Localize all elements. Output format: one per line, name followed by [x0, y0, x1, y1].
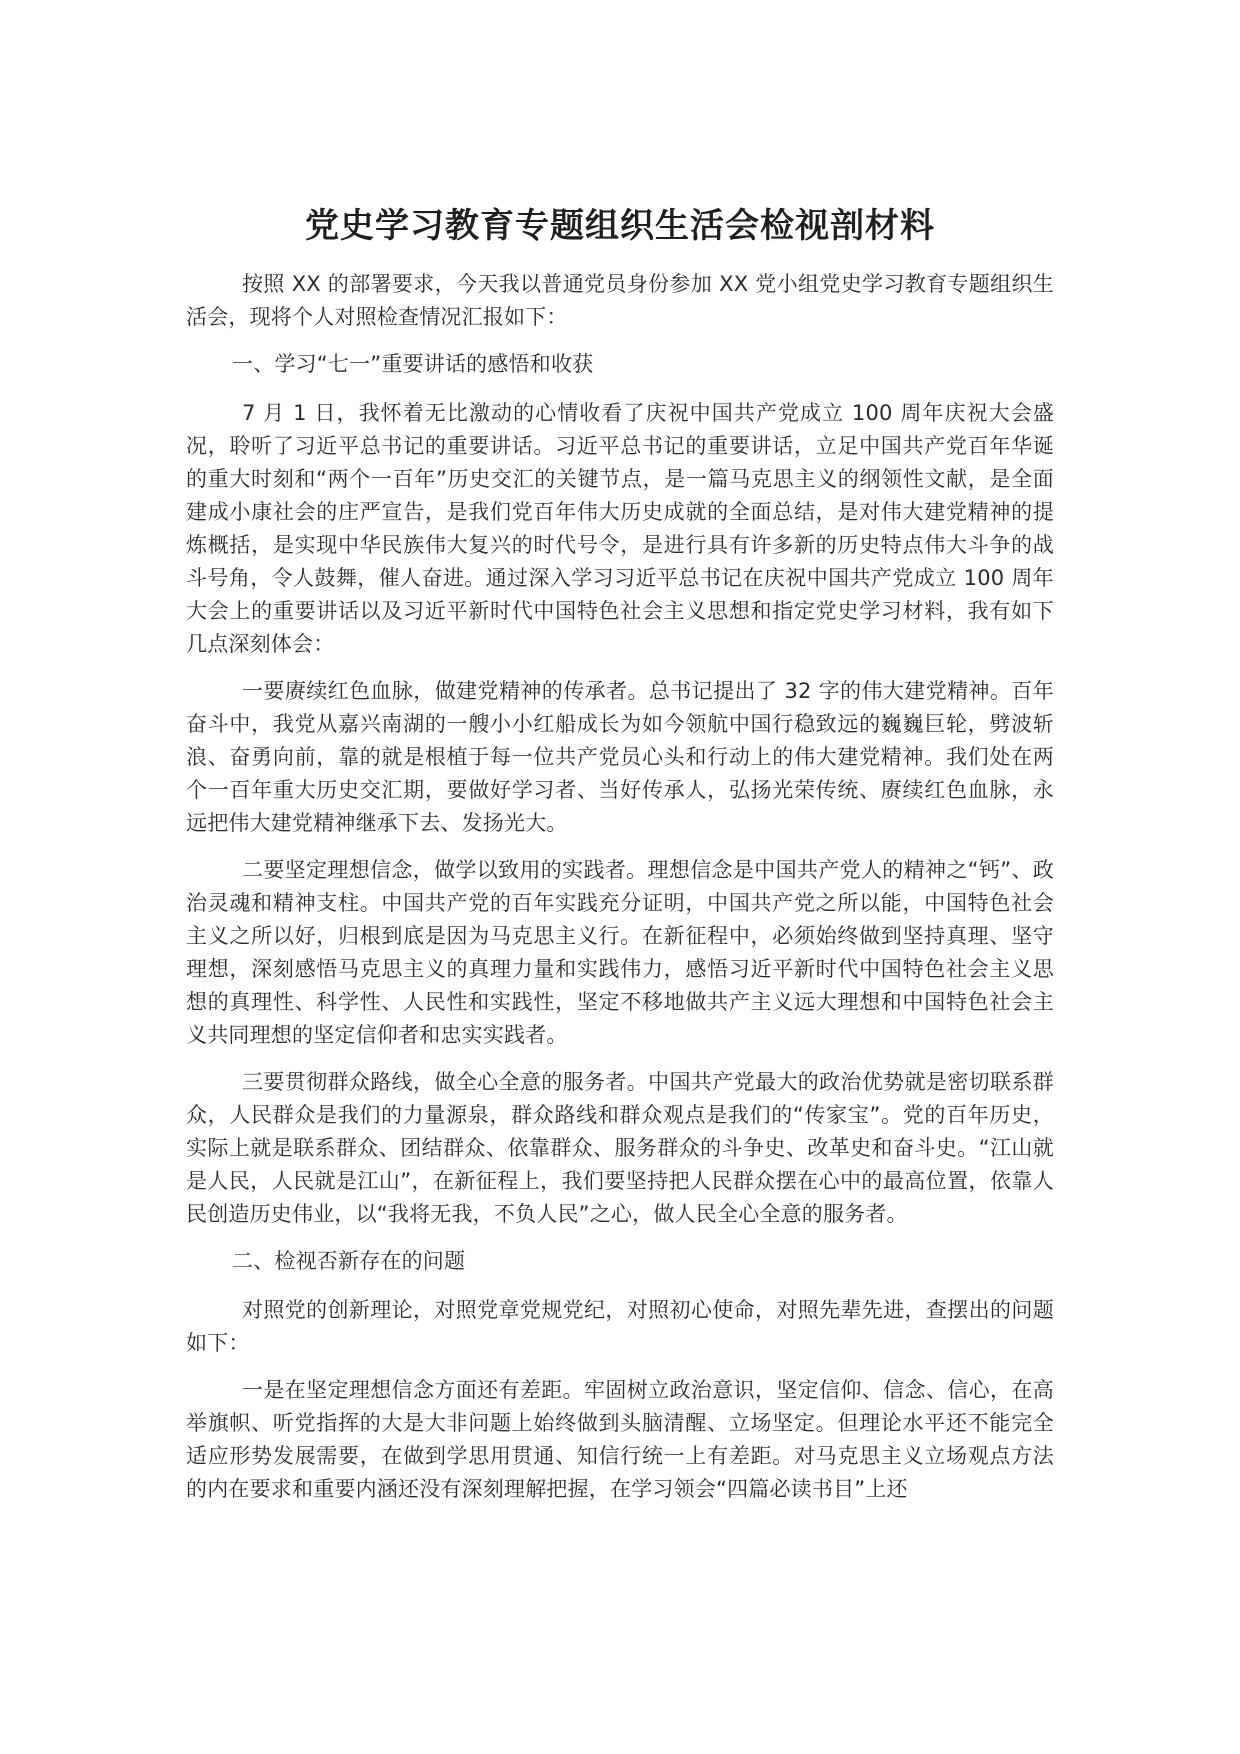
body-paragraph: 一要赓续红色血脉，做建党精神的传承者。总书记提出了 32 字的伟大建党精神。百年奋斗中，我党从嘉兴南湖的一艘小小红船成长为如今领航中国行稳致远的巍巍巨轮，劈波斩浪、奋勇向前，靠的就是根植于每一位共产党员心头和行动上的伟大建党精神。我们处在两个一百年重大历史交汇期，要做好学习者、当好传承人，弘扬光荣传统、赓续红色血脉，永远把伟大建党精神继承下去、发扬光大。	[186, 679, 1054, 835]
body-paragraph: 对照党的创新理论，对照党章党规党纪，对照初心使命，对照先辈先进，查摆出的问题如下：	[186, 1298, 1054, 1355]
document-title: 党史学习教育专题组织生活会检视剖材料	[305, 206, 935, 246]
intro-paragraph: 按照 XX 的部署要求，今天我以普通党员身份参加 XX 党小组党史学习教育专题组织生活会，现将个人对照检查情况汇报如下：	[186, 272, 1054, 329]
document-body	[186, 202, 1054, 1506]
body-paragraph: 三要贯彻群众路线，做全心全意的服务者。中国共产党最大的政治优势就是密切联系群众，人民群众是我们的力量源泉，群众路线和群众观点是我们的“传家宝”。党的百年历史，实际上就是联系群众、团结群众、依靠群众、服务群众的斗争史、改革史和奋斗史。“江山就是人民，人民就是江山”，在新征程上，我们要坚持把人民群众摆在心中的最高位置，依靠人民创造历史伟业，以“我将无我，不负人民”之心，做人民全心全意的服务者。	[186, 1070, 1054, 1226]
section-heading-2: 二、检视否新存在的问题	[232, 1249, 466, 1273]
section-heading-1: 一、学习“七一”重要讲话的感悟和收获	[232, 352, 594, 376]
body-paragraph: 7 月 1 日，我怀着无比激动的心情收看了庆祝中国共产党成立 100 周年庆祝大会盛况，聆听了习近平总书记的重要讲话。习近平总书记的重要讲话，立足中国共产党百年华诞的重大时刻和“两个一百年”历史交汇的关键节点，是一篇马克思主义的纲领性文献，是全面建成小康社会的庄严宣告，是我们党百年伟大历史成就的全面总结，是对伟大建党精神的提炼概括，是实现中华民族伟大复兴的时代号令，是进行具有许多新的历史特点伟大斗争的战斗号角，令人鼓舞，催人奋进。通过深入学习习近平总书记在庆祝中国共产党成立 100 周年大会上的重要讲话以及习近平新时代中国特色社会主义思想和指定党史学习材料，我有如下几点深刻体会：	[186, 401, 1054, 656]
body-paragraph: 二要坚定理想信念，做学以致用的实践者。理想信念是中国共产党人的精神之“钙”、政治灵魂和精神支柱。中国共产党的百年实践充分证明，中国共产党之所以能，中国特色社会主义之所以好，归根到底是因为马克思主义行。在新征程中，必须始终做到坚持真理、坚守理想，深刻感悟马克思主义的真理力量和实践伟力，感悟习近平新时代中国特色社会主义思想的真理性、科学性、人民性和实践性，坚定不移地做共产主义远大理想和中国特色社会主义共同理想的坚定信仰者和忠实实践者。	[186, 858, 1054, 1047]
body-paragraph: 一是在坚定理想信念方面还有差距。牢固树立政治意识，坚定信仰、信念、信心，在高举旗帜、听党指挥的大是大非问题上始终做到头脑清醒、立场坚定。但理论水平还不能完全适应形势发展需要，在做到学思用贯通、知信行统一上有差距。对马克思主义立场观点方法的内在要求和重要内涵还没有深刻理解把握，在学习领会“四篇必读书目”上还	[186, 1378, 1054, 1501]
